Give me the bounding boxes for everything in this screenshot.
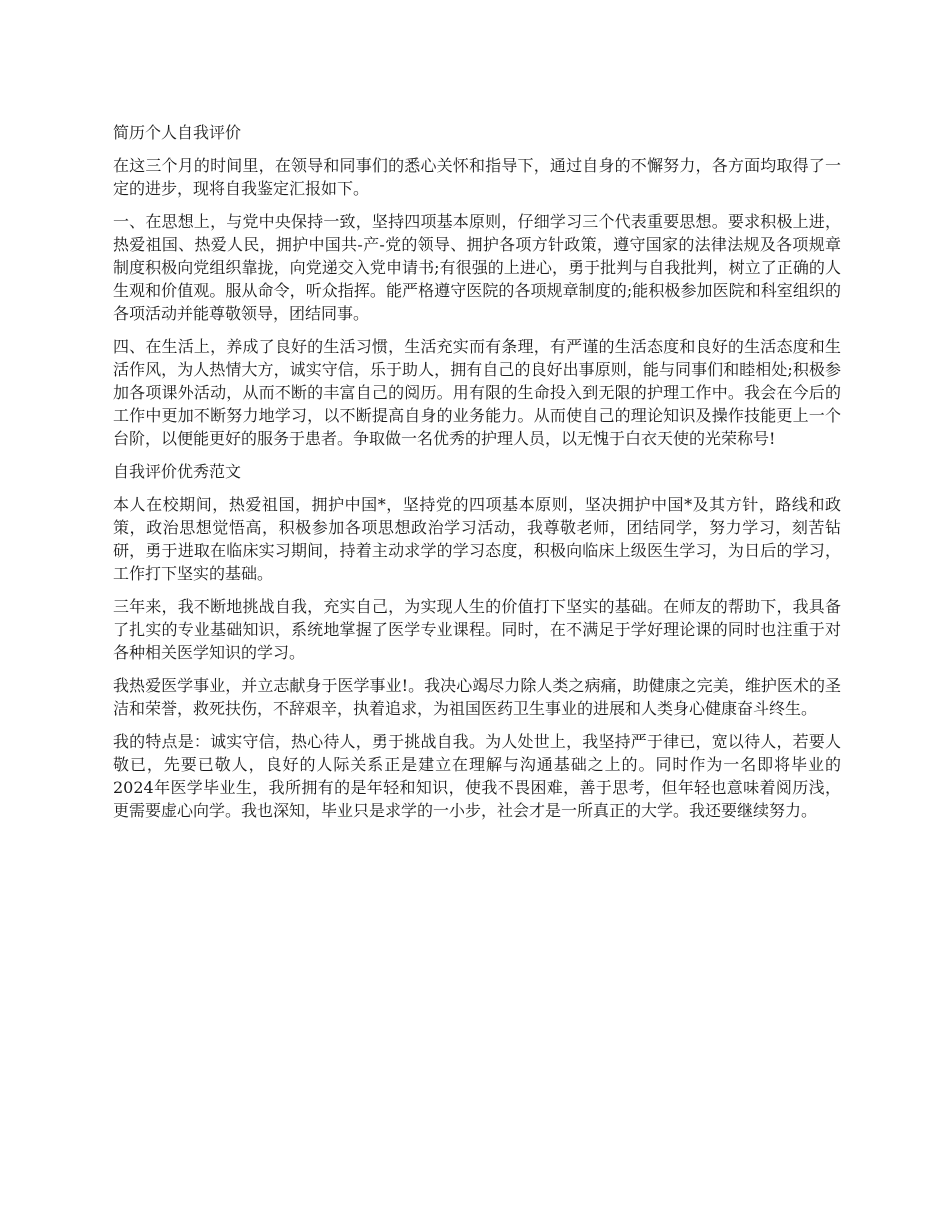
section-title-resume-self-evaluation: 简历个人自我评价 bbox=[113, 123, 242, 142]
paragraph-medicine: 我热爱医学事业，并立志献身于医学事业!。我决心竭尽力除人类之病痛，助健康之完美，维护医术的圣洁和荣誉，救死扶伤，不辞艰辛，执着追求，为祖国医药卫生事业的进展和人类身心健康奋斗终生。 bbox=[113, 676, 841, 718]
section-title-excellent-sample: 自我评价优秀范文 bbox=[113, 462, 242, 481]
paragraph-intro: 在这三个月的时间里，在领导和同事们的悉心关怀和指导下，通过自身的不懈努力，各方面均取得了一定的进步，现将自我鉴定汇报如下。 bbox=[113, 156, 841, 198]
paragraph-traits: 我的特点是：诚实守信，热心待人，勇于挑战自我。为人处世上，我坚持严于律已，宽以待人，若要人敬已，先要已敬人，良好的人际关系正是建立在理解与沟通基础之上的。同时作为一名即将毕业的2024年医学毕业生，我所拥有的是年轻和知识，使我不畏困难，善于思考，但年轻也意味着阅历浅，更需要虚心向学。我也深知，毕业只是求学的一小步，社会才是一所真正的大学。我还要继续努力。 bbox=[113, 732, 841, 820]
paragraph-life: 四、在生活上，养成了良好的生活习惯，生活充实而有条理，有严谨的生活态度和良好的生活态度和生活作风，为人热情大方，诚实守信，乐于助人，拥有自己的良好出事原则，能与同事们和睦相处;积极参加各项课外活动，从而不断的丰富自己的阅历。用有限的生命投入到无限的护理工作中。我会在今后的工作中更加不断努力地学习，以不断提高自身的业务能力。从而使自己的理论知识及操作技能更上一个台阶，以便能更好的服务于患者。争取做一名优秀的护理人员，以无愧于白衣天使的光荣称号! bbox=[113, 337, 841, 448]
paragraph-ideology: 一、在思想上，与党中央保持一致，坚持四项基本原则，仔细学习三个代表重要思想。要求积极上进，热爱祖国、热爱人民，拥护中国共-产-党的领导、拥护各项方针政策，遵守国家的法律法规及各项规章制度积极向党组织靠拢，向党递交入党申请书;有很强的上进心，勇于批判与自我批判，树立了正确的人生观和价值观。服从命令，听众指挥。能严格遵守医院的各项规章制度的;能积极参加医院和科室组织的各项活动并能尊敬领导，团结同事。 bbox=[113, 212, 841, 323]
paragraph-three-years: 三年来，我不断地挑战自我，充实自己，为实现人生的价值打下坚实的基础。在师友的帮助下，我具备了扎实的专业基础知识，系统地掌握了医学专业课程。同时，在不满足于学好理论课的同时也注重于对各种相关医学知识的学习。 bbox=[113, 597, 841, 662]
document-page bbox=[113, 121, 841, 832]
paragraph-school: 本人在校期间，热爱祖国，拥护中国*，坚持党的四项基本原则，坚决拥护中国*及其方针，路线和政策，政治思想觉悟高，积极参加各项思想政治学习活动，我尊敬老师，团结同学，努力学习，刻苦钻研，勇于进取在临床实习期间，持着主动求学的学习态度，积极向临床上级医生学习，为日后的学习，工作打下坚实的基础。 bbox=[113, 495, 841, 583]
